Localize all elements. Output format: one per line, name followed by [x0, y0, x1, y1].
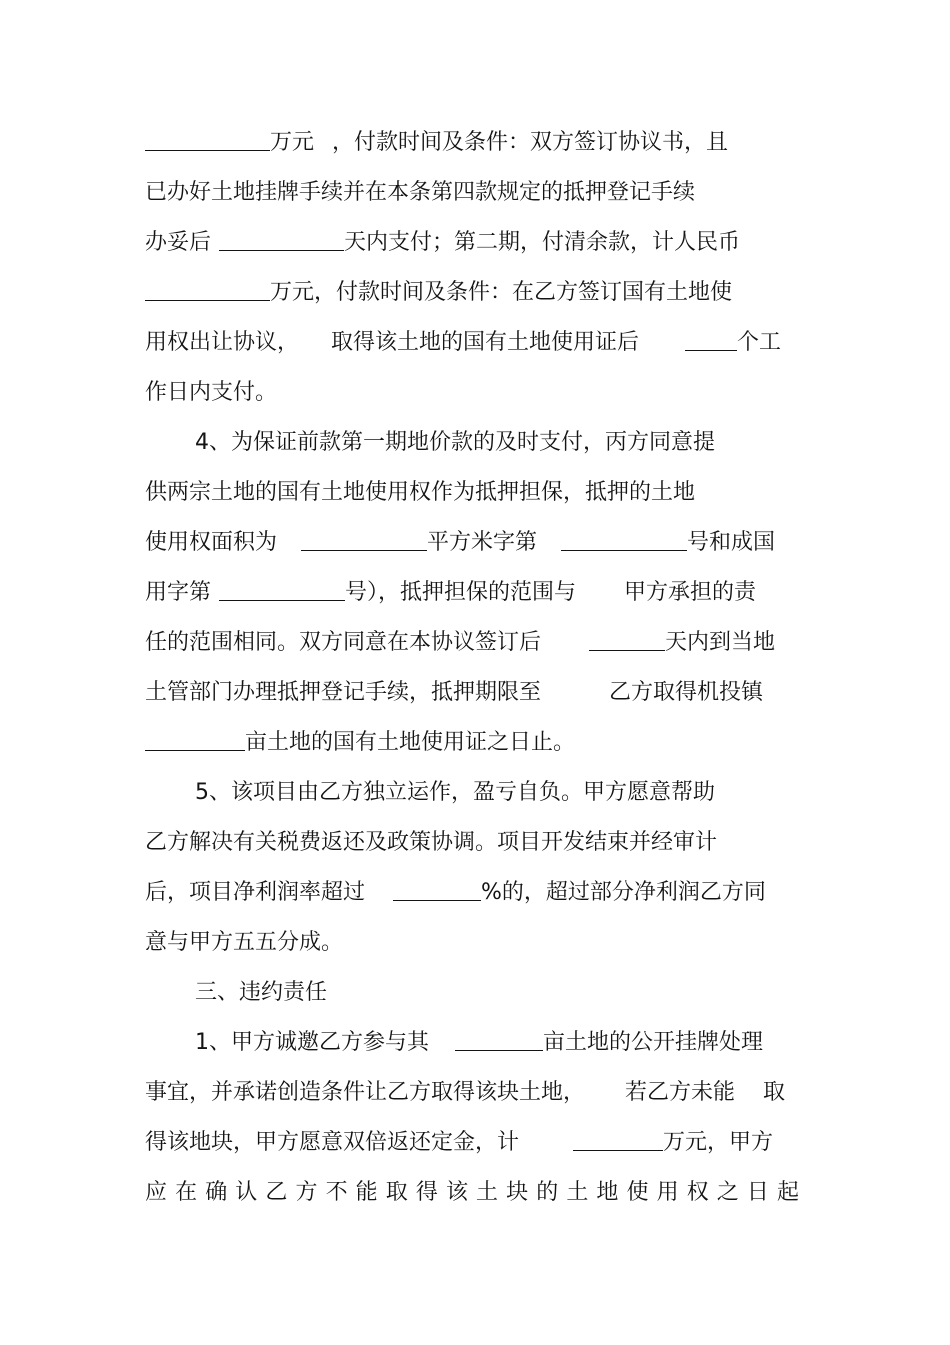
text-segment: 1、甲方诚邀乙方参与其 — [195, 1030, 429, 1055]
fill-blank — [455, 1030, 543, 1051]
text-segment: 天内到当地 — [665, 630, 776, 655]
text-segment: ，付款时间及条件：双方签订协议书，且 — [332, 130, 729, 155]
text-segment: 取 — [763, 1080, 786, 1105]
fill-blank — [589, 630, 665, 651]
text-line-14 — [195, 778, 715, 808]
fill-blank — [393, 880, 481, 901]
text-segment: 三、违约责任 — [195, 980, 328, 1005]
fill-blank — [301, 530, 427, 551]
fill-blank — [145, 130, 270, 151]
text-line-6 — [145, 378, 277, 408]
text-line-9 — [145, 528, 775, 558]
text-segment: 平方米字第 — [427, 530, 538, 555]
text-segment: 万元 — [270, 130, 315, 155]
text-line-8 — [145, 478, 695, 508]
text-line-19 — [195, 1028, 763, 1058]
text-line-10 — [145, 578, 756, 608]
text-segment: 号），抵押担保的范围与 — [345, 580, 577, 605]
text-segment: 若乙方未能 — [625, 1080, 736, 1105]
text-segment: 亩土地的国有土地使用证之日止。 — [245, 730, 576, 755]
fill-blank — [561, 530, 687, 551]
fill-blank — [219, 230, 344, 251]
text-line-1 — [145, 128, 728, 158]
text-segment: 应在确认乙方不能取得该土块的土地使用权之日起 — [145, 1180, 805, 1205]
section-heading — [195, 978, 327, 1008]
text-segment: 乙方解决有关税费返还及政策协调。项目开发结束并经审计 — [145, 830, 718, 855]
text-segment: 4、为保证前款第一期地价款的及时支付，丙方同意提 — [195, 430, 715, 455]
text-segment: 万元，付款时间及条件：在乙方签订国有土地使 — [270, 280, 733, 305]
text-line-5 — [145, 328, 781, 358]
text-segment: 号和成国 — [687, 530, 776, 555]
text-segment: 办妥后 — [145, 230, 212, 255]
text-segment: 事宜，并承诺创造条件让乙方取得该块土地， — [145, 1080, 586, 1105]
fill-blank — [685, 330, 737, 351]
text-line-13 — [145, 728, 575, 758]
text-segment: 乙方取得机投镇 — [609, 680, 764, 705]
fill-blank — [219, 580, 345, 601]
fill-blank — [573, 1130, 663, 1151]
text-segment: 个工 — [737, 330, 782, 355]
text-line-20 — [145, 1078, 785, 1108]
text-line-17 — [145, 928, 343, 958]
text-segment: 土管部门办理抵押登记手续，抵押期限至 — [145, 680, 542, 705]
text-line-11 — [145, 628, 775, 658]
text-line-12 — [145, 678, 763, 708]
text-line-3 — [145, 228, 740, 258]
fill-blank — [145, 730, 245, 751]
text-segment: 使用权面积为 — [145, 530, 278, 555]
text-line-4 — [145, 278, 732, 308]
text-line-22 — [145, 1178, 805, 1208]
text-segment: 用权出让协议， — [145, 330, 300, 355]
text-segment: 用字第 — [145, 580, 212, 605]
text-segment: 亩土地的公开挂牌处理 — [543, 1030, 764, 1055]
text-segment: 万元，甲方 — [663, 1130, 774, 1155]
text-line-2 — [145, 178, 695, 208]
text-segment: %的，超过部分净利润乙方同 — [481, 880, 766, 905]
text-segment: 得该地块，甲方愿意双倍返还定金，计 — [145, 1130, 520, 1155]
fill-blank — [145, 280, 270, 301]
text-segment: 任的范围相同。双方同意在本协议签订后 — [145, 630, 542, 655]
text-segment: 供两宗土地的国有土地使用权作为抵押担保，抵押的土地 — [145, 480, 696, 505]
text-segment: 取得该土地的国有土地使用证后 — [331, 330, 640, 355]
text-segment: 5、该项目由乙方独立运作，盈亏自负。甲方愿意帮助 — [195, 780, 715, 805]
text-segment: 后，项目净利润率超过 — [145, 880, 366, 905]
text-segment: 天内支付；第二期，付清余款，计人民币 — [344, 230, 741, 255]
text-line-15 — [145, 828, 717, 858]
text-segment: 意与甲方五五分成。 — [145, 930, 344, 955]
text-segment: 已办好土地挂牌手续并在本条第四款规定的抵押登记手续 — [145, 180, 696, 205]
text-segment: 作日内支付。 — [145, 380, 278, 405]
text-line-7 — [195, 428, 715, 458]
text-segment: 甲方承担的责 — [624, 580, 757, 605]
text-line-16 — [145, 878, 766, 908]
text-line-21 — [145, 1128, 773, 1158]
